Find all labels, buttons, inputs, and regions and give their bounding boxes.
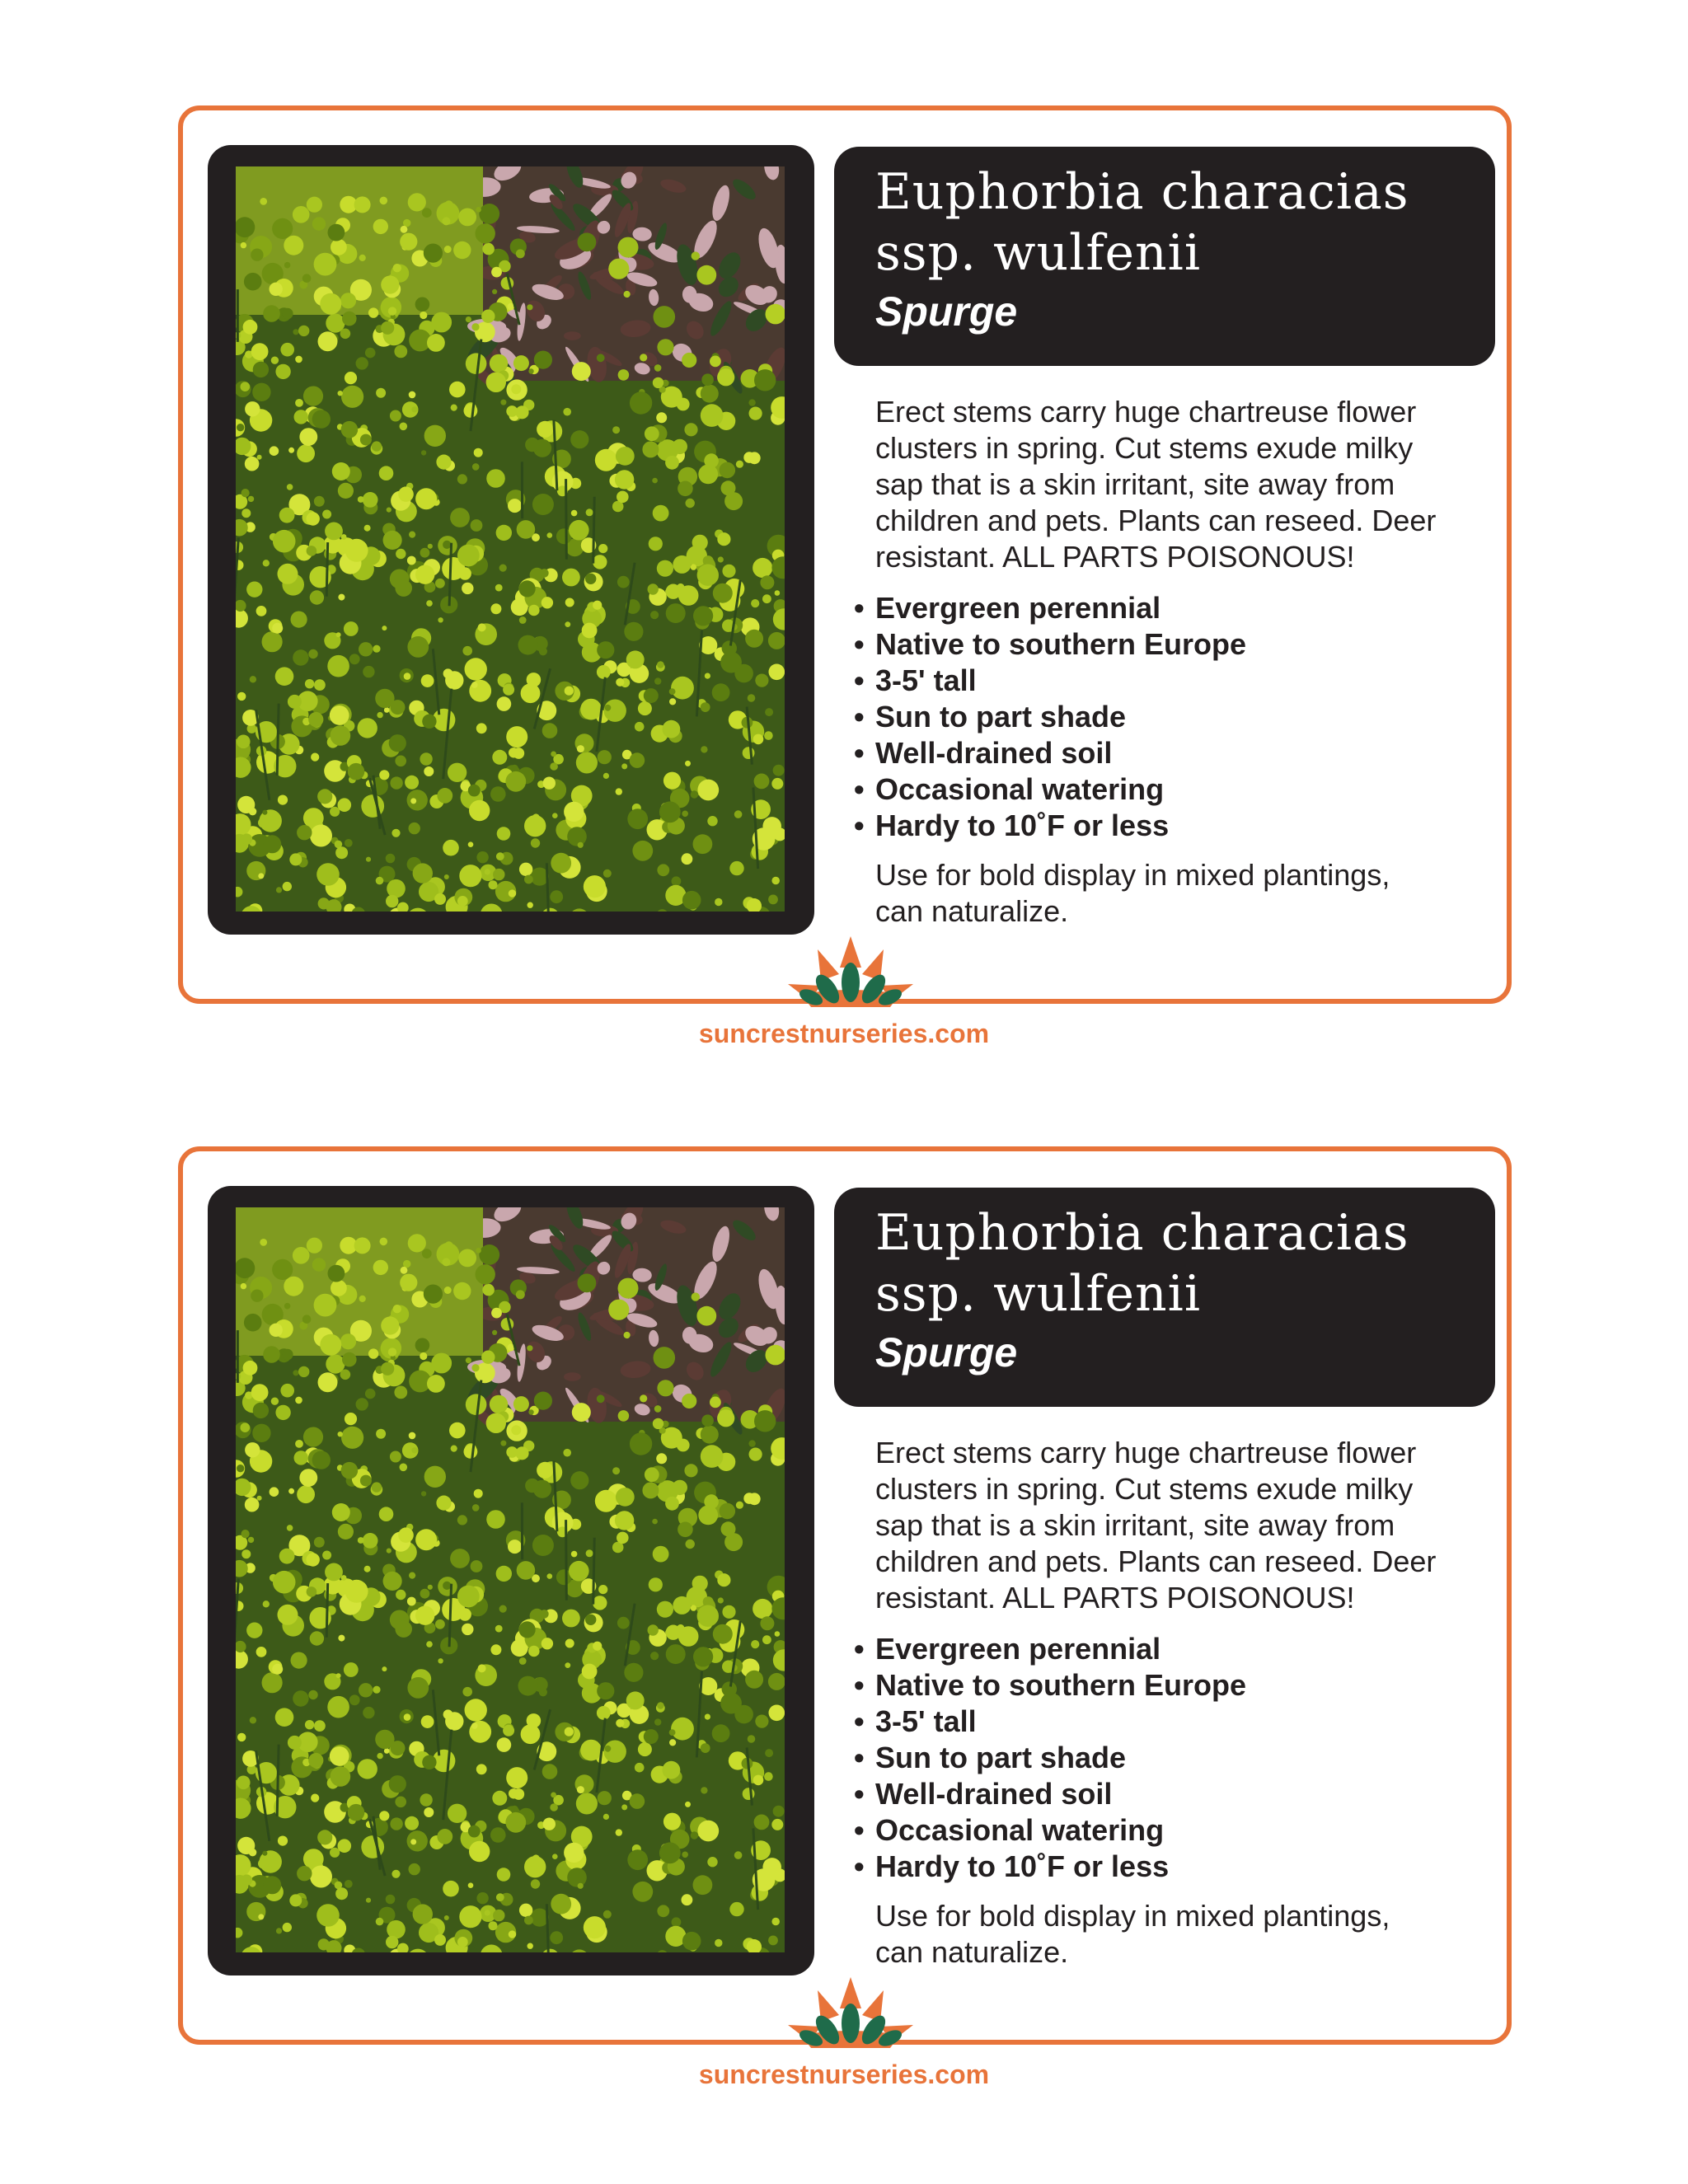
usage-line: Use for bold display in mixed plantings, xyxy=(875,1899,1390,1933)
description-line: Erect stems carry huge chartreuse flower xyxy=(875,1436,1417,1469)
description-line: sap that is a skin irritant, site away from xyxy=(875,1508,1395,1542)
bullet-icon: • xyxy=(854,627,865,661)
usage-line: Use for bold display in mixed plantings, xyxy=(875,858,1390,892)
usage-line: can naturalize. xyxy=(875,894,1069,928)
bullet-icon: • xyxy=(854,1704,865,1738)
scientific-name-line: ssp. wulfenii xyxy=(875,224,1202,282)
sun-leaf-logo-icon xyxy=(785,935,917,1007)
bullet-icon: • xyxy=(854,1741,865,1774)
feature-item: • Hardy to 10˚F or less xyxy=(854,1849,1170,1883)
scientific-name-line: ssp. wulfenii xyxy=(875,1265,1202,1323)
bullet-icon: • xyxy=(854,1777,865,1811)
feature-item: • 3-5' tall xyxy=(854,663,977,697)
bullet-icon: • xyxy=(854,700,865,733)
usage-line: can naturalize. xyxy=(875,1935,1069,1969)
feature-item: • Occasional watering xyxy=(854,1813,1165,1847)
feature-item: • Native to southern Europe xyxy=(854,1668,1247,1702)
feature-item: • Well-drained soil xyxy=(854,1777,1113,1811)
photo-frame xyxy=(208,1186,814,1975)
title-box xyxy=(834,147,1495,366)
feature-item: • Hardy to 10˚F or less xyxy=(854,808,1170,842)
website-link[interactable]: suncrestnurseries.com xyxy=(698,1019,990,1048)
plant-photo xyxy=(236,166,785,912)
usage-note xyxy=(875,857,1485,930)
bullet-icon: • xyxy=(854,1632,865,1666)
feature-item: • Evergreen perennial xyxy=(854,591,1161,625)
plant-photo xyxy=(236,1207,785,1952)
bullet-icon: • xyxy=(854,1668,865,1702)
description-line: resistant. ALL PARTS POISONOUS! xyxy=(875,1581,1355,1615)
photo-frame xyxy=(208,145,814,935)
description-line: resistant. ALL PARTS POISONOUS! xyxy=(875,540,1355,574)
feature-list xyxy=(854,590,1480,844)
feature-item: • Well-drained soil xyxy=(854,736,1113,770)
plant-card xyxy=(178,1146,1512,2045)
plant-card xyxy=(178,105,1512,1004)
common-name: Spurge xyxy=(875,288,1018,335)
description-line: clusters in spring. Cut stems exude milky xyxy=(875,431,1414,465)
description xyxy=(875,394,1485,575)
description-line: clusters in spring. Cut stems exude milky xyxy=(875,1472,1414,1506)
feature-item: • 3-5' tall xyxy=(854,1704,977,1738)
usage-note xyxy=(875,1898,1485,1971)
feature-item: • Sun to part shade xyxy=(854,1741,1127,1774)
bullet-icon: • xyxy=(854,1813,865,1847)
scientific-name-line: Euphorbia characias xyxy=(875,1204,1409,1262)
description-line: Erect stems carry huge chartreuse flower xyxy=(875,395,1417,429)
bullet-icon: • xyxy=(854,736,865,770)
description-line: children and pets. Plants can reseed. Deer xyxy=(875,504,1437,537)
bullet-icon: • xyxy=(854,772,865,806)
title-box xyxy=(834,1188,1495,1407)
website-link[interactable]: suncrestnurseries.com xyxy=(698,2060,990,2089)
description-line: sap that is a skin irritant, site away from xyxy=(875,467,1395,501)
description xyxy=(875,1435,1485,1616)
feature-item: • Sun to part shade xyxy=(854,700,1127,733)
bullet-icon: • xyxy=(854,591,865,625)
scientific-name xyxy=(875,162,1495,284)
scientific-name xyxy=(875,1202,1495,1324)
feature-item: • Native to southern Europe xyxy=(854,627,1247,661)
feature-item: • Evergreen perennial xyxy=(854,1632,1161,1666)
feature-list xyxy=(854,1631,1480,1885)
sun-leaf-logo-icon xyxy=(785,1975,917,2048)
common-name: Spurge xyxy=(875,1329,1018,1376)
description-line: children and pets. Plants can reseed. Deer xyxy=(875,1544,1437,1578)
bullet-icon: • xyxy=(854,808,865,842)
bullet-icon: • xyxy=(854,663,865,697)
bullet-icon: • xyxy=(854,1849,865,1883)
feature-item: • Occasional watering xyxy=(854,772,1165,806)
scientific-name-line: Euphorbia characias xyxy=(875,163,1409,221)
